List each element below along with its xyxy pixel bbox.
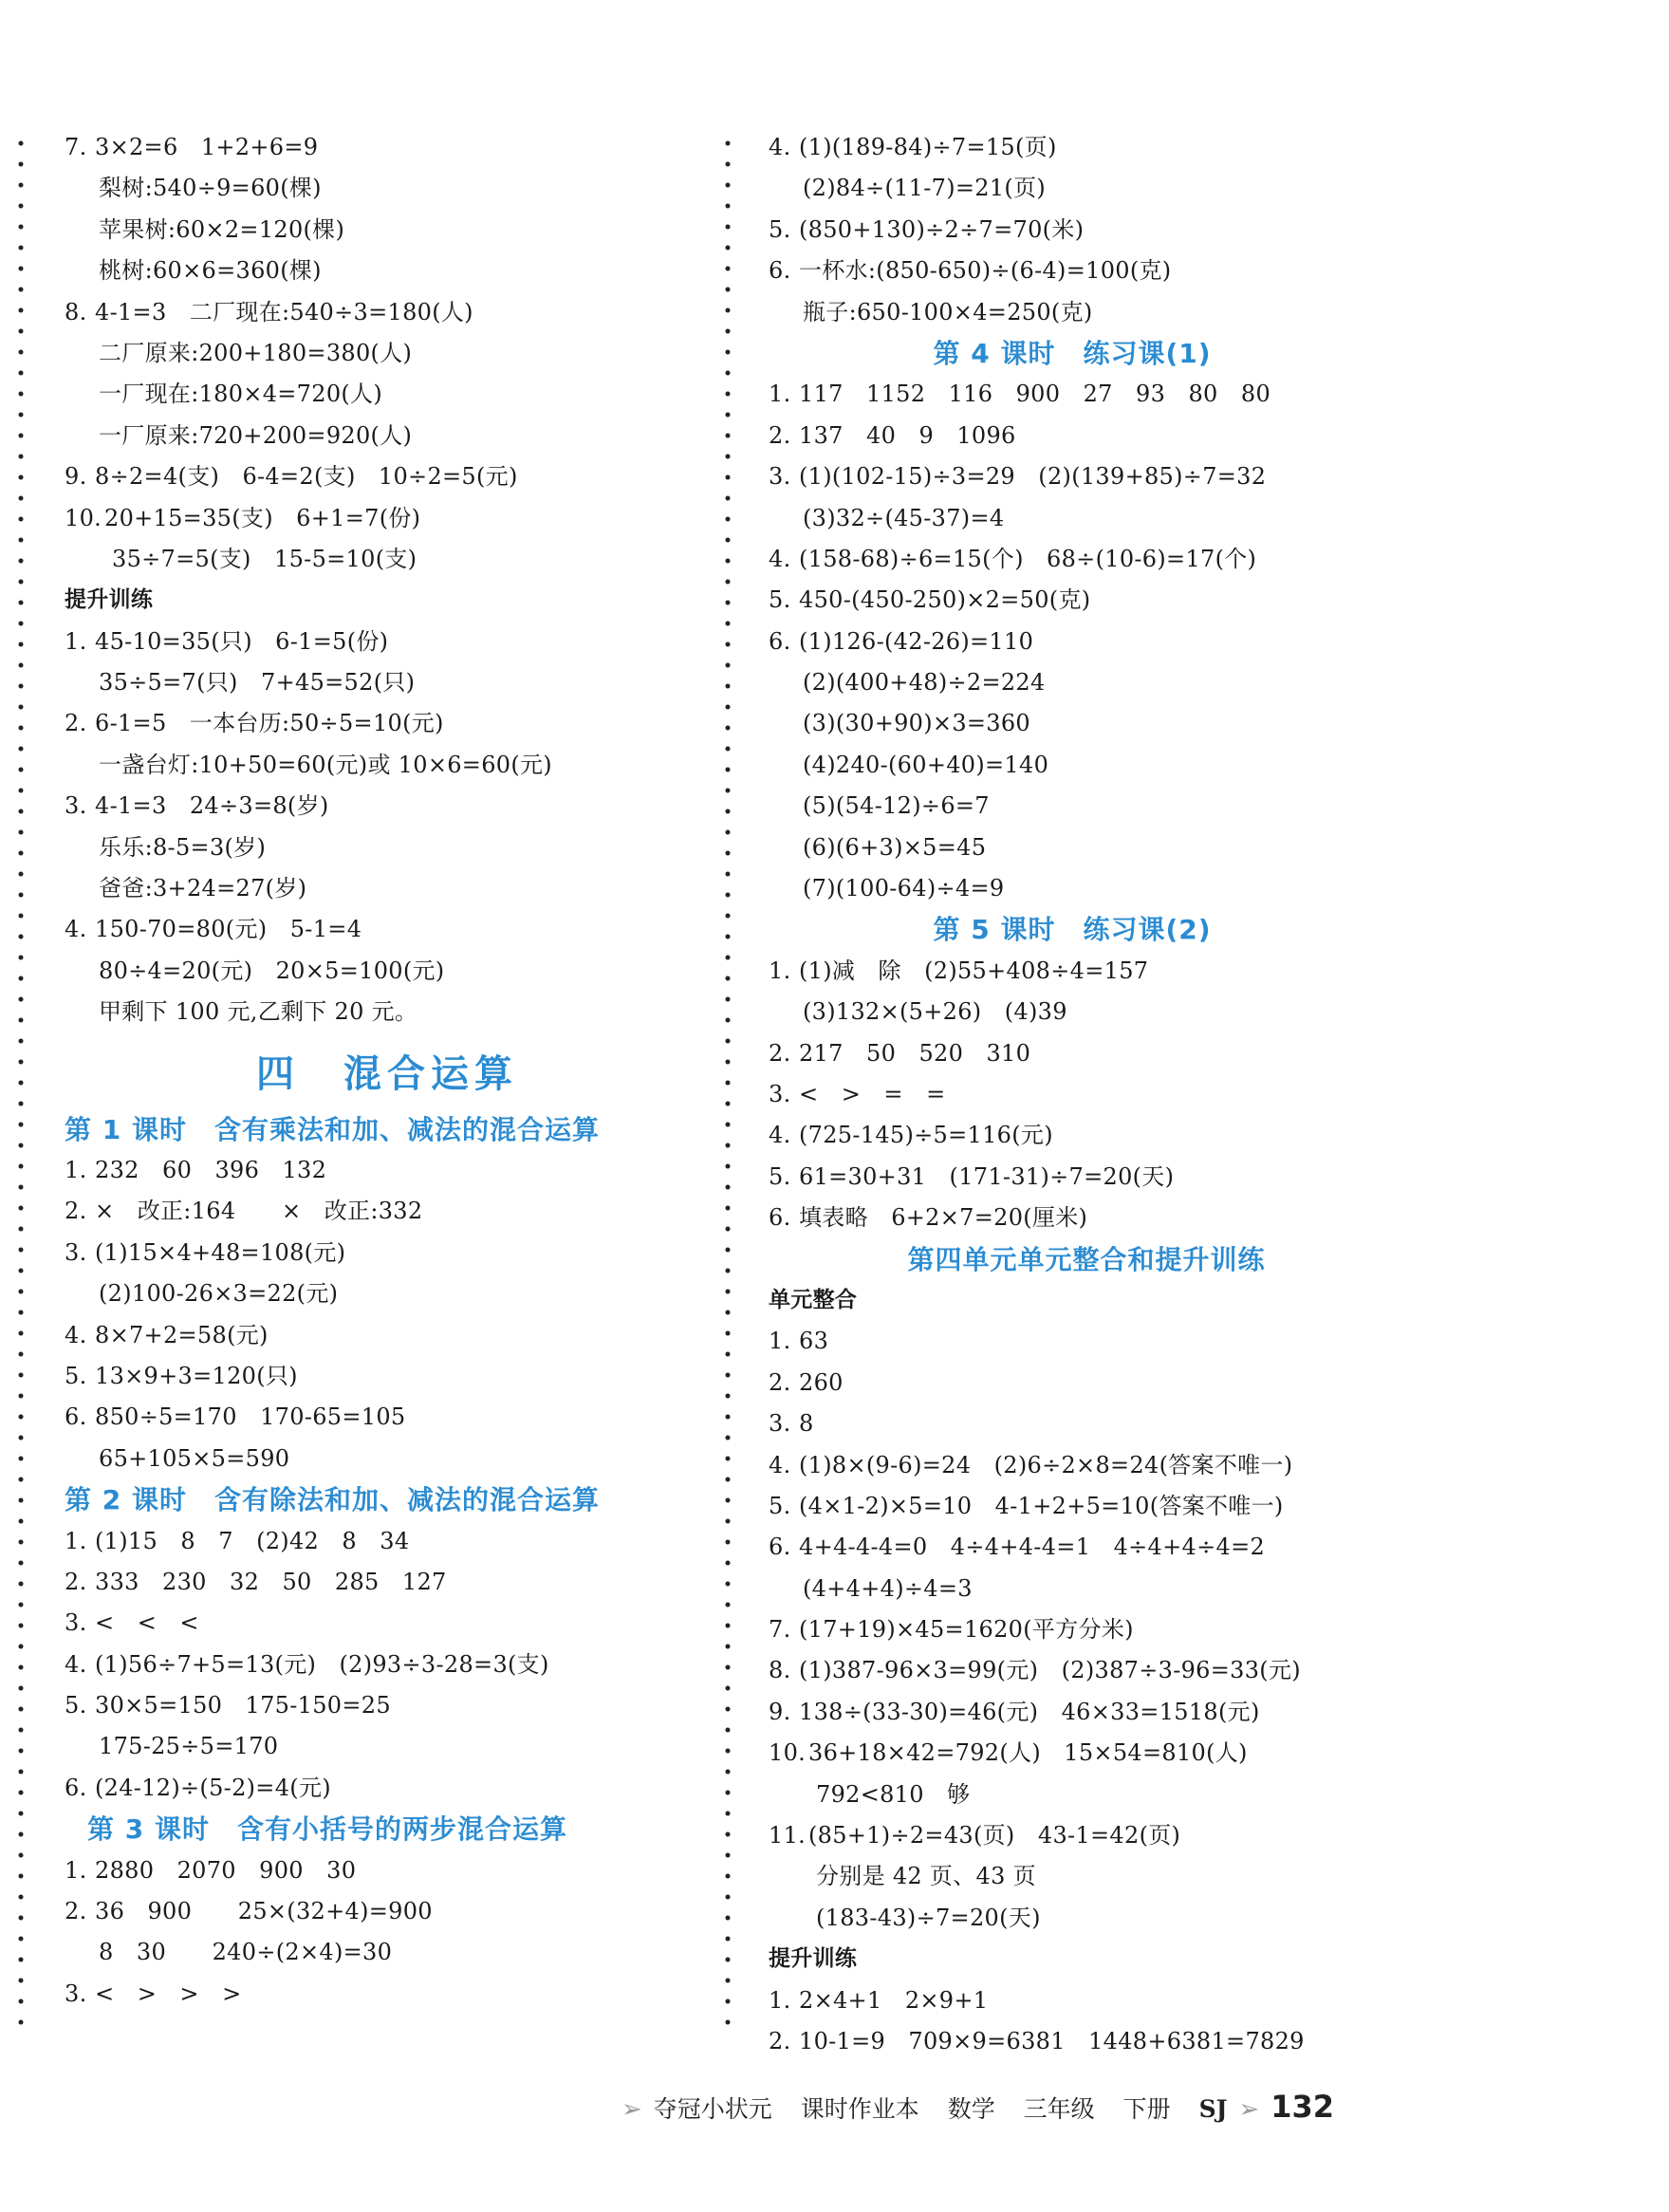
question-number: 4.: [65, 1650, 87, 1678]
answer-text: (24-12)÷(5-2)=4(元): [95, 1774, 331, 1801]
question-number: 3.: [769, 463, 791, 491]
answer-text: (1)减 除 (2)55+408÷4=157: [799, 957, 1149, 984]
answer-text: 8×7+2=58(元): [95, 1321, 269, 1348]
answer-line: [769, 1569, 1490, 1609]
answer-line: [65, 703, 710, 744]
answer-text: (1)126-(42-26)=110: [799, 627, 1034, 655]
footer-book: 课时作业本: [800, 2095, 919, 2123]
question-number: 2.: [769, 1368, 791, 1396]
answer-text: 2×4+1 2×9+1: [799, 1986, 989, 2014]
answer-line: [65, 168, 710, 209]
answer-text: < > > >: [95, 1980, 242, 2007]
footer-edition: SJ: [1198, 2095, 1228, 2123]
answer-line: [769, 1692, 1490, 1733]
answer-line: [65, 539, 710, 580]
answer-line: [65, 1685, 710, 1726]
answer-text: 乐乐:8-5=3(岁): [99, 833, 267, 861]
answer-text: 117 1152 116 900 27 93 80 80: [799, 381, 1271, 408]
answer-line: [769, 498, 1490, 539]
answer-line: [65, 662, 710, 703]
answer-text: (1)15×4+48=108(元): [95, 1238, 346, 1266]
answer-text: (2)(400+48)÷2=224: [803, 669, 1046, 697]
answer-text: (850+130)÷2÷7=70(米): [799, 215, 1085, 243]
question-number: 2.: [65, 1198, 87, 1225]
answer-line: [65, 868, 710, 909]
question-number: 5.: [769, 215, 791, 243]
question-number: 1.: [769, 1328, 791, 1355]
answer-line: [65, 1273, 710, 1314]
question-number: 6.: [65, 1403, 87, 1431]
answer-text: 260: [799, 1368, 844, 1396]
answer-line: [769, 703, 1490, 744]
answer-line: [769, 580, 1490, 621]
answer-line: [769, 539, 1490, 580]
answer-line: [769, 951, 1490, 992]
lesson4-answers: [769, 374, 1490, 909]
answer-text: 一杯水:(850-650)÷(6-4)=100(克): [799, 257, 1172, 285]
left-column: [65, 127, 710, 2015]
question-number: 5.: [769, 1162, 791, 1190]
question-number: 3.: [65, 1980, 87, 2007]
footer-brand: 夺冠小状元: [653, 2095, 772, 2123]
answer-text: 35÷7=5(支) 15-5=10(支): [112, 545, 417, 572]
answer-text: 分别是 42 页、43 页: [816, 1863, 1036, 1890]
answer-line: [65, 456, 710, 497]
question-number: 3.: [65, 792, 87, 820]
question-number: 4.: [769, 1122, 791, 1149]
answer-text: 333 230 32 50 285 127: [95, 1568, 447, 1595]
question-number: 1.: [65, 1856, 87, 1884]
answer-text: (1)15 8 7 (2)42 8 34: [95, 1527, 410, 1554]
answer-line: [769, 622, 1490, 662]
question-number: 3.: [769, 1080, 791, 1107]
answer-text: (85+1)÷2=43(页) 43-1=42(页): [808, 1822, 1181, 1850]
answer-text: 甲剩下 100 元,乙剩下 20 元。: [99, 998, 418, 1026]
answer-text: (4×1-2)×5=10 4-1+2+5=10(答案不唯一): [799, 1492, 1284, 1519]
lesson3-title: 第 3 课时 含有小括号的两步混合运算: [87, 1813, 567, 1846]
answer-line: [65, 1891, 710, 1932]
question-number: 1.: [65, 1156, 87, 1183]
answer-text: 150-70=80(元) 5-1=4: [95, 916, 362, 943]
question-number: 2.: [769, 421, 791, 449]
answer-text: 爸爸:3+24=27(岁): [99, 875, 307, 902]
answer-line: [769, 1321, 1490, 1362]
left-block1: [65, 127, 710, 580]
footer-subject: 数学: [947, 2095, 995, 2123]
question-number: 4.: [769, 1451, 791, 1478]
answer-text: 13×9+3=120(只): [95, 1362, 298, 1389]
question-number: 4.: [769, 134, 791, 160]
answer-line: [65, 1932, 710, 1973]
answer-line: [65, 498, 710, 539]
answer-text: (5)(54-12)÷6=7: [803, 792, 990, 820]
answer-line: [65, 210, 710, 251]
answer-text: 61=30+31 (171-31)÷7=20(天): [799, 1162, 1175, 1190]
answer-text: 4-1=3 24÷3=8(岁): [95, 792, 329, 820]
answer-line: [769, 1733, 1490, 1774]
answer-text: (3)132×(5+26) (4)39: [803, 998, 1067, 1026]
answer-text: 2880 2070 900 30: [95, 1856, 357, 1884]
question-number: 4.: [769, 545, 791, 572]
answer-text: 8 30 240÷(2×4)=30: [99, 1939, 393, 1966]
answer-text: 20+15=35(支) 6+1=7(份): [104, 504, 421, 531]
question-number: 10.: [769, 1739, 807, 1767]
question-number: 1.: [769, 381, 791, 408]
answer-line: [769, 1115, 1490, 1156]
question-number: 5.: [769, 586, 791, 614]
answer-line: [769, 416, 1490, 456]
answer-text: 217 50 520 310: [799, 1039, 1031, 1067]
answer-line: [65, 292, 710, 333]
answer-text: 8: [799, 1410, 814, 1438]
answer-line: [65, 1645, 710, 1685]
answer-text: (725-145)÷5=116(元): [799, 1122, 1053, 1149]
lesson4-title: 第 4 课时 练习课(1): [933, 337, 1212, 369]
unit-review-title: 第四单元单元整合和提升训练: [907, 1243, 1266, 1275]
question-number: 9.: [65, 463, 87, 491]
question-number: 2.: [769, 2027, 791, 2054]
question-number: 2.: [65, 1898, 87, 1925]
answer-line: [769, 2021, 1490, 2062]
answer-text: (2)100-26×3=22(元): [99, 1280, 339, 1308]
answer-line: [769, 1033, 1490, 1074]
question-number: 7.: [769, 1616, 791, 1644]
answer-line: [769, 1486, 1490, 1527]
answer-text: 3×2=6 1+2+6=9: [95, 134, 319, 160]
answer-text: 10-1=9 709×9=6381 1448+6381=7829: [799, 2027, 1305, 2054]
answer-line: [769, 1445, 1490, 1486]
answer-text: (2)84÷(11-7)=21(页): [803, 175, 1047, 202]
question-number: 3.: [65, 1609, 87, 1637]
answer-text: 30×5=150 175-150=25: [95, 1692, 391, 1719]
question-number: 8.: [65, 298, 87, 325]
answer-line: [65, 786, 710, 827]
question-number: 1.: [769, 1986, 791, 2014]
answer-line: [65, 992, 710, 1032]
answer-text: < < <: [95, 1609, 199, 1637]
footer-arrow-icon-2: ➢: [1238, 2095, 1260, 2124]
answer-line: [769, 1980, 1490, 2021]
answer-text: 8÷2=4(支) 6-4=2(支) 10÷2=5(元): [95, 463, 518, 491]
right-block1: [769, 127, 1490, 333]
answer-line: [65, 1397, 710, 1438]
answer-text: 4+4-4-4=0 4÷4+4-4=1 4÷4+4÷4=2: [799, 1534, 1266, 1561]
answer-line: [769, 210, 1490, 251]
answer-text: 63: [799, 1328, 829, 1355]
tisheng-label: 提升训练: [65, 587, 154, 613]
answer-line: [65, 622, 710, 662]
answer-text: 桃树:60×6=360(棵): [99, 257, 322, 285]
right-tisheng-answers: [769, 1980, 1490, 2063]
answer-line: [769, 1898, 1490, 1939]
question-number: 4.: [65, 916, 87, 943]
question-number: 5.: [65, 1692, 87, 1719]
question-number: 6.: [769, 1204, 791, 1232]
question-number: 3.: [65, 1238, 87, 1266]
answer-line: [65, 745, 710, 786]
answer-line: [65, 1603, 710, 1644]
answer-text: 450-(450-250)×2=50(克): [799, 586, 1091, 614]
left-block2: [65, 622, 710, 1033]
answer-text: 瓶子:650-100×4=250(克): [803, 298, 1093, 325]
answer-line: [65, 951, 710, 992]
answer-text: 6-1=5 一本台历:50÷5=10(元): [95, 710, 444, 737]
answer-line: [65, 909, 710, 950]
answer-line: [65, 1726, 710, 1767]
answer-text: (1)(102-15)÷3=29 (2)(139+85)÷7=32: [799, 463, 1267, 491]
question-number: 3.: [769, 1410, 791, 1438]
answer-line: [769, 456, 1490, 497]
answer-line: [65, 127, 710, 168]
answer-text: 苹果树:60×2=120(棵): [99, 215, 345, 243]
answer-text: (3)(30+90)×3=360: [803, 710, 1031, 737]
answer-line: [769, 1403, 1490, 1444]
right-column: [769, 127, 1490, 2062]
zhenghe-answers: [769, 1321, 1490, 1939]
answer-text: 175-25÷5=170: [99, 1733, 279, 1760]
question-number: 5.: [65, 1362, 87, 1389]
page-number: 132: [1270, 2089, 1334, 2125]
answer-text: (6)(6+3)×5=45: [803, 833, 987, 861]
answer-line: [65, 374, 710, 415]
answer-line: [769, 1157, 1490, 1198]
question-number: 6.: [769, 1534, 791, 1561]
answer-text: (17+19)×45=1620(平方分米): [799, 1616, 1134, 1644]
lesson2-answers: [65, 1521, 710, 1810]
answer-text: (158-68)÷6=15(个) 68÷(10-6)=17(个): [799, 545, 1257, 572]
question-number: 7.: [65, 134, 87, 160]
answer-line: [65, 251, 710, 291]
question-number: 2.: [65, 1568, 87, 1595]
answer-text: 36+18×42=792(人) 15×54=810(人): [808, 1739, 1248, 1767]
answer-text: 45-10=35(只) 6-1=5(份): [95, 627, 389, 655]
lesson1-title: 第 1 课时 含有乘法和加、减法的混合运算: [65, 1113, 600, 1145]
question-number: 6.: [65, 1774, 87, 1801]
answer-text: 35÷5=7(只) 7+45=52(只): [99, 669, 416, 697]
answer-line: [65, 1315, 710, 1356]
zhenghe-label: 单元整合: [769, 1287, 858, 1312]
right-tisheng-label: 提升训练: [769, 1946, 858, 1972]
question-number: 9.: [769, 1698, 791, 1725]
answer-line: [769, 168, 1490, 209]
answer-line: [769, 1527, 1490, 1568]
answer-text: (1)56÷7+5=13(元) (2)93÷3-28=3(支): [95, 1650, 549, 1678]
answer-text: × 改正:164 × 改正:332: [95, 1198, 423, 1225]
answer-text: (1)8×(9-6)=24 (2)6÷2×8=24(答案不唯一): [799, 1451, 1293, 1478]
answer-text: 36 900 25×(32+4)=900: [95, 1898, 433, 1925]
question-number: 2.: [769, 1039, 791, 1067]
center-binding-dots: [725, 133, 731, 2040]
answer-text: 80÷4=20(元) 20×5=100(元): [99, 957, 445, 984]
answer-text: (1)(189-84)÷7=15(页): [799, 134, 1057, 160]
answer-text: 一厂现在:180×4=720(人): [99, 381, 383, 408]
footer-arrow-icon: ➢: [621, 2095, 642, 2124]
question-number: 1.: [769, 957, 791, 984]
answer-line: [769, 745, 1490, 786]
answer-line: [769, 251, 1490, 291]
question-number: 1.: [65, 1527, 87, 1554]
answer-line: [65, 416, 710, 456]
answer-line: [65, 1233, 710, 1273]
footer-volume: 下册: [1122, 2095, 1171, 2123]
answer-text: 850÷5=170 170-65=105: [95, 1403, 406, 1431]
answer-line: [65, 1974, 710, 2015]
answer-line: [65, 1150, 710, 1191]
answer-text: 填表略 6+2×7=20(厘米): [799, 1204, 1088, 1232]
answer-line: [65, 1768, 710, 1809]
lesson3-answers: [65, 1850, 710, 2016]
answer-line: [769, 1609, 1490, 1650]
answer-text: 138÷(33-30)=46(元) 46×33=1518(元): [799, 1698, 1260, 1725]
answer-line: [65, 333, 710, 374]
question-number: 11.: [769, 1822, 807, 1850]
answer-text: (4)240-(60+40)=140: [803, 751, 1049, 778]
answer-text: 4-1=3 二厂现在:540÷3=180(人): [95, 298, 473, 325]
question-number: 8.: [769, 1657, 791, 1684]
question-number: 6.: [769, 257, 791, 285]
question-number: 1.: [65, 627, 87, 655]
answer-line: [769, 1363, 1490, 1403]
answer-text: 137 40 9 1096: [799, 421, 1016, 449]
answer-line: [769, 827, 1490, 868]
lesson5-answers: [769, 951, 1490, 1239]
answer-text: (183-43)÷7=20(天): [816, 1904, 1041, 1931]
footer-grade: 三年级: [1023, 2095, 1095, 2123]
unit-title: 四 混合运算: [256, 1051, 518, 1096]
answer-line: [65, 1562, 710, 1603]
answer-text: 一厂原来:720+200=920(人): [99, 421, 413, 449]
answer-line: [769, 1856, 1490, 1897]
answer-line: [65, 1356, 710, 1397]
answer-text: (3)32÷(45-37)=4: [803, 504, 1005, 531]
answer-line: [769, 292, 1490, 333]
answer-text: 232 60 396 132: [95, 1156, 327, 1183]
lesson2-title: 第 2 课时 含有除法和加、减法的混合运算: [65, 1484, 600, 1516]
answer-text: 梨树:540÷9=60(棵): [99, 175, 322, 202]
answer-line: [769, 1775, 1490, 1815]
page-footer: [621, 2084, 1334, 2129]
answer-text: (1)387-96×3=99(元) (2)387÷3-96=33(元): [799, 1657, 1301, 1684]
question-number: 5.: [769, 1492, 791, 1519]
answer-line: [65, 1439, 710, 1479]
question-number: 6.: [769, 627, 791, 655]
answer-line: [65, 1191, 710, 1232]
answer-line: [769, 127, 1490, 168]
answer-text: < > = =: [799, 1080, 946, 1107]
question-number: 10.: [65, 504, 102, 531]
answer-line: [769, 992, 1490, 1032]
left-binding-dots: [18, 133, 24, 2040]
answer-line: [769, 1650, 1490, 1691]
answer-line: [769, 1815, 1490, 1856]
answer-line: [769, 374, 1490, 415]
answer-line: [769, 662, 1490, 703]
answer-line: [65, 1850, 710, 1891]
answer-line: [769, 1074, 1490, 1115]
answer-text: 二厂原来:200+180=380(人): [99, 339, 413, 366]
answer-text: (7)(100-64)÷4=9: [803, 875, 1005, 902]
answer-text: (4+4+4)÷4=3: [803, 1574, 973, 1602]
answer-text: 792<810 够: [816, 1780, 971, 1808]
answer-text: 一盏台灯:10+50=60(元)或 10×6=60(元): [99, 751, 552, 778]
answer-text: 65+105×5=590: [99, 1444, 290, 1472]
answer-line: [769, 868, 1490, 909]
answer-line: [769, 786, 1490, 827]
lesson1-answers: [65, 1150, 710, 1479]
lesson5-title: 第 5 课时 练习课(2): [933, 914, 1212, 946]
question-number: 4.: [65, 1321, 87, 1348]
answer-line: [769, 1198, 1490, 1238]
answer-line: [65, 827, 710, 868]
question-number: 2.: [65, 710, 87, 737]
answer-line: [65, 1521, 710, 1562]
